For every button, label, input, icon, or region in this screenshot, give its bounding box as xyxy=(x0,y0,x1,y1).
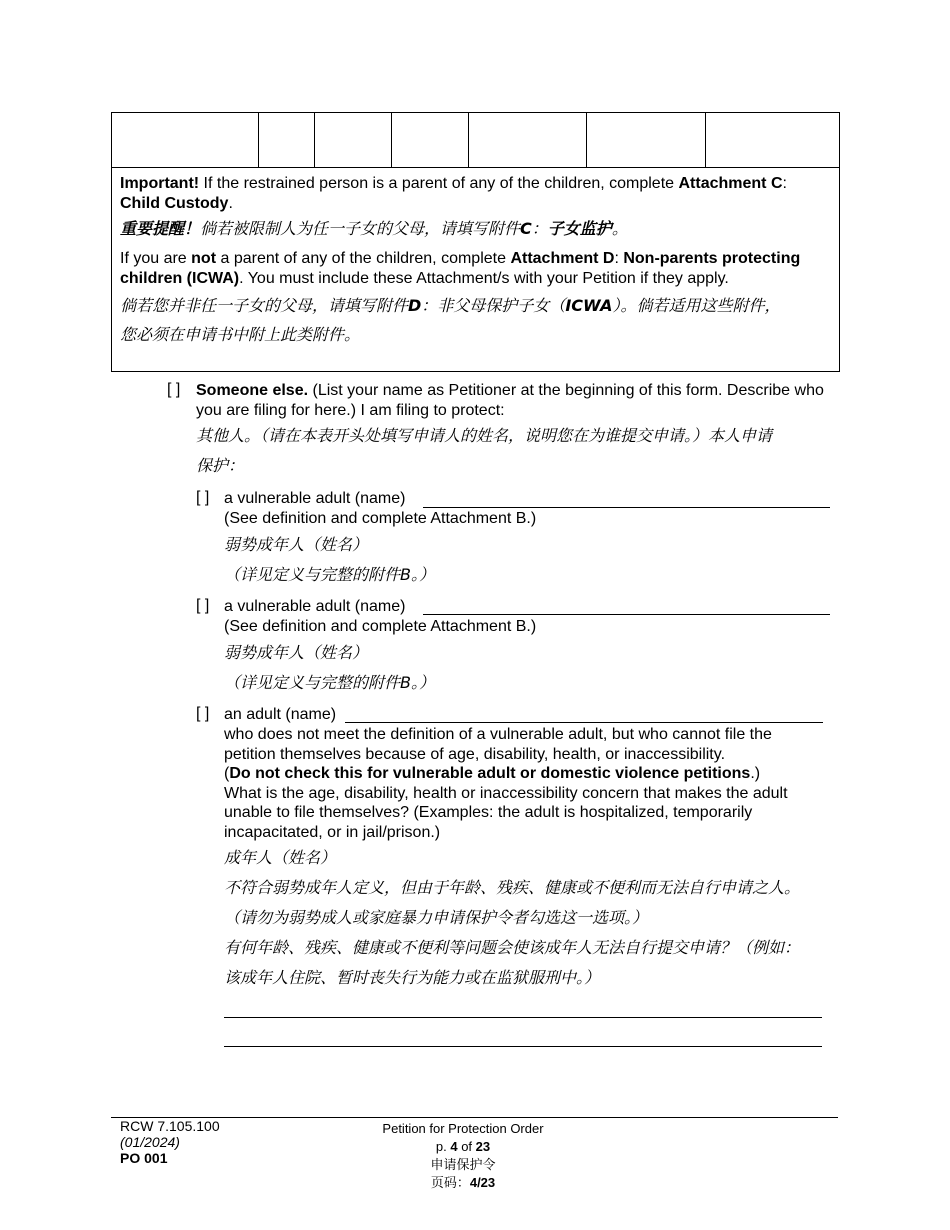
footer-rule xyxy=(111,1117,838,1118)
someone-else-text: (List your name as Petitioner at the beginning of this form. Describe who you are filing for here.) I am filing to protect: xyxy=(196,382,824,419)
vulnerable-adult-label: a vulnerable adult (name) xyxy=(224,598,406,615)
table-cell xyxy=(587,113,706,167)
someone-else-label: Someone else. xyxy=(196,382,309,399)
zh-text: （请勿为弱势成人或家庭暴力申请保护令者勾选这一选项。） xyxy=(224,908,649,927)
zh-text: 倘若您并非任一子女的父母，请填写附件 xyxy=(120,296,409,315)
vulnerable-adult-label: a vulnerable adult (name) xyxy=(224,490,406,507)
adult-concern-line-1[interactable] xyxy=(224,1017,822,1018)
child-custody-label: Child Custody xyxy=(120,195,229,212)
child-custody-zh: 子女监护 xyxy=(547,219,612,238)
important-en-2 xyxy=(120,249,831,289)
zh-text: ）。倘若适用这些附件， xyxy=(612,296,781,315)
zh-text: 不符合弱势成年人定义，但由于年龄、残疾、健康或不便利而无法自行申请之人。 xyxy=(224,878,801,897)
vulnerable-adult-1-zh xyxy=(224,530,435,590)
important-en-1 xyxy=(120,174,831,214)
attachment-c-letter: C xyxy=(520,219,532,238)
adult-text: What is the age, disability, health or inaccessibility concern that makes the adult xyxy=(224,784,788,802)
footer-date: (01/2024) xyxy=(120,1134,180,1150)
footer-zh-title: 申请保护令 xyxy=(430,1157,496,1172)
important-zh-1 xyxy=(120,214,831,243)
attachment-c-label: Attachment C xyxy=(678,175,783,192)
important-lead: Important! xyxy=(120,175,200,192)
important-text: If the restrained person is a parent of any of the children, complete xyxy=(199,175,679,192)
non-parents-label: Non-parents protecting children (ICWA) xyxy=(120,250,801,287)
someone-else-zh xyxy=(196,421,772,481)
adult-text: petition themselves because of age, disability, health, or inaccessibility. xyxy=(224,745,726,763)
zh-text: 成年人（姓名） xyxy=(224,848,337,867)
adult-text: who does not meet the definition of a vulnerable adult, but who cannot file the xyxy=(224,726,772,743)
zh-page-prefix: 页码： xyxy=(430,1175,470,1190)
someone-else-section xyxy=(196,381,836,420)
important-zh-2 xyxy=(120,291,831,349)
adult-name-input[interactable] xyxy=(345,722,823,723)
text: If you are xyxy=(120,250,192,267)
vulnerable-adult-2-zh xyxy=(224,638,435,698)
zh-text: 该成年人住院、暂时丧失行为能力或在监狱服刑中。） xyxy=(224,968,601,987)
footer-page xyxy=(363,1138,563,1156)
text: a parent of any of the children, complete xyxy=(216,250,511,267)
vulnerable-adult-2-name-input[interactable] xyxy=(423,614,830,615)
vulnerable-adult-2-label xyxy=(224,597,405,617)
period: . xyxy=(228,195,233,212)
top-table-row xyxy=(111,112,840,168)
page-prefix: p. xyxy=(435,1139,451,1154)
vulnerable-adult-1-label xyxy=(224,489,405,509)
attachment-d-label: Attachment D xyxy=(510,250,615,267)
page-number: 4 xyxy=(450,1139,458,1154)
important-notice-box xyxy=(111,167,840,372)
zh-text: 其他人。（请在本表开头处填写申请人的姓名，说明您在为谁提交申请。）本人申请 xyxy=(196,426,773,445)
vulnerable-adult-2-checkbox[interactable]: [ ] xyxy=(196,597,210,614)
zh-text: 有何年龄、残疾、健康或不便利等问题会使该成年人无法自行提交申请？（例如： xyxy=(224,938,801,957)
vulnerable-adult-1-name-input[interactable] xyxy=(423,507,830,508)
table-cell xyxy=(259,113,315,167)
table-cell xyxy=(315,113,392,167)
adult-label: an adult (name) xyxy=(224,706,337,723)
not-emphasis: not xyxy=(191,250,217,267)
important-zh-lead: 重要提醒！ xyxy=(120,219,201,238)
colon: : xyxy=(782,175,787,192)
footer-form-number: PO 001 xyxy=(120,1150,168,1166)
zh-page-number: 4/23 xyxy=(469,1175,496,1190)
zh-text: 弱势成年人（姓名） xyxy=(224,643,369,662)
zh-text: ：非父母保护子女（ xyxy=(421,296,566,315)
attachment-d-letter: D xyxy=(408,296,422,315)
adult-checkbox[interactable]: [ ] xyxy=(196,705,210,722)
table-cell xyxy=(392,113,469,167)
table-cell xyxy=(469,113,587,167)
paren: .) xyxy=(750,765,761,782)
adult-description xyxy=(224,725,839,842)
vulnerable-adult-1-note: (See definition and complete Attachment B.) xyxy=(224,510,537,527)
paren: ( xyxy=(224,765,230,782)
footer-title: Petition for Protection Order xyxy=(382,1121,544,1136)
page-of: of xyxy=(457,1139,476,1154)
footer-page-info xyxy=(363,1120,563,1192)
footer-rcw: RCW 7.105.100 xyxy=(120,1118,220,1134)
vulnerable-adult-2-note: (See definition and complete Attachment B.) xyxy=(224,618,537,635)
adult-text: unable to file themselves? (Examples: the adult is hospitalized, temporarily xyxy=(224,804,753,821)
adult-warning: Do not check this for vulnerable adult or domestic violence petitions xyxy=(229,765,751,782)
zh-text: （详见定义与完整的附件B。） xyxy=(224,673,435,692)
zh-colon: ： xyxy=(531,219,548,238)
zh-text: 弱势成年人（姓名） xyxy=(224,535,369,554)
adult-zh xyxy=(224,843,849,993)
page-total: 23 xyxy=(475,1139,491,1154)
someone-else-checkbox[interactable]: [ ] xyxy=(167,381,181,398)
adult-text: incapacitated, or in jail/prison.) xyxy=(224,823,441,841)
zh-text: 保护： xyxy=(196,456,245,475)
adult-concern-line-2[interactable] xyxy=(224,1046,822,1047)
footer-form-info xyxy=(120,1118,220,1166)
zh-text: 您必须在申请书中附上此类附件。 xyxy=(120,325,361,344)
text: . You must include these Attachment/s with your Petition if they apply. xyxy=(239,270,729,287)
icwa-label: ICWA xyxy=(565,296,613,315)
zh-period: 。 xyxy=(611,219,628,238)
colon: : xyxy=(614,250,624,267)
important-zh-text: 倘若被限制人为任一子女的父母，请填写附件 xyxy=(200,219,521,238)
zh-text: （详见定义与完整的附件B。） xyxy=(224,565,435,584)
table-cell xyxy=(706,113,839,167)
table-cell xyxy=(112,113,259,167)
vulnerable-adult-1-checkbox[interactable]: [ ] xyxy=(196,489,210,506)
footer-zh-page xyxy=(363,1174,563,1192)
